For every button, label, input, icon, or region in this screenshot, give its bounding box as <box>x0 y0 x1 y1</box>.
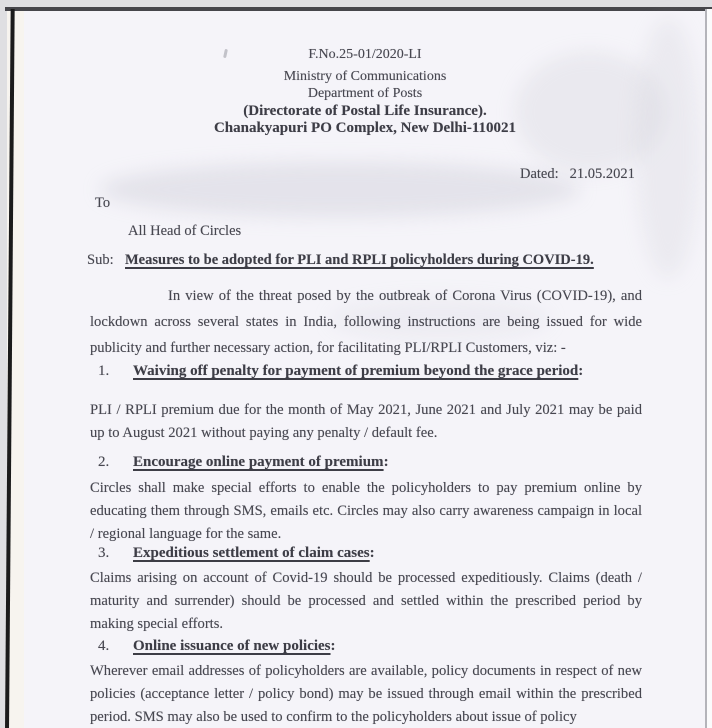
item-4-body: Wherever email addresses of policyholders are available, policy documents in respect of new policies (acceptance letter / policy bond) may be issued through email within the prescribed period. SMS may also be used to confirm to the policyholders about issue of policy <box>90 663 642 725</box>
scan-right-line <box>705 9 707 728</box>
intro-paragraph: In view of the threat posed by the outbreak of Corona Virus (COVID-19), and lockdown across several states in India, following instructions are being issued for wide publicity and further necessary action, for facilitating PLI/RPLI Customers, viz: - <box>90 288 642 356</box>
scan-right-gutter <box>707 9 712 728</box>
item-2-heading: 2. Encourage online payment of premium: <box>90 454 642 471</box>
item-3-number: 3. <box>98 545 110 561</box>
item-1-number: 1. <box>98 363 110 379</box>
date-line <box>520 166 635 183</box>
subject-label: Sub: <box>87 252 114 268</box>
item-4-heading: 4. Online issuance of new policies: <box>90 638 642 655</box>
addressee: All Head of Circles <box>128 223 242 239</box>
department-line: Department of Posts <box>307 86 423 101</box>
item-3-heading: 3. Expeditious settlement of claim cases: <box>90 545 642 562</box>
date-label: Dated: <box>520 166 559 182</box>
item-2-body: Circles shall make special efforts to enable the policyholders to pay premium online by educating them through SMS, emails etc. Circles may also carry awareness campaign in local / regional language for the same. <box>90 480 642 542</box>
letterhead <box>90 46 640 138</box>
item-4-number: 4. <box>98 638 110 654</box>
directorate-line: (Directorate of Postal Life Insurance). <box>243 102 487 119</box>
subject-row <box>87 251 647 269</box>
file-number: F.No.25-01/2020-LI <box>308 47 422 62</box>
to-label: To <box>95 195 111 211</box>
item-2-number: 2. <box>98 454 110 470</box>
scan-top-band <box>5 7 712 11</box>
item-1-body: PLI / RPLI premium due for the month of May 2021, June 2021 and July 2021 may be paid up to August 2021 without paying any penalty / default fee. <box>90 402 642 441</box>
item-3-body: Claims arising on account of Covid-19 should be processed expeditiously. Claims (death / maturity and surrender) should be processed and settled within the prescribed period by making special efforts. <box>90 570 642 632</box>
item-1-heading: 1. Waiving off penalty for payment of premium beyond the grace period: <box>90 363 642 380</box>
subject-text: Measures to be adopted for PLI and RPLI policyholders during COVID-19. <box>125 252 594 268</box>
address-line: Chanakyapuri PO Complex, New Delhi-110021 <box>213 120 517 136</box>
ministry-line: Ministry of Communications <box>283 68 447 84</box>
date-value: 21.05.2021 <box>569 166 635 182</box>
